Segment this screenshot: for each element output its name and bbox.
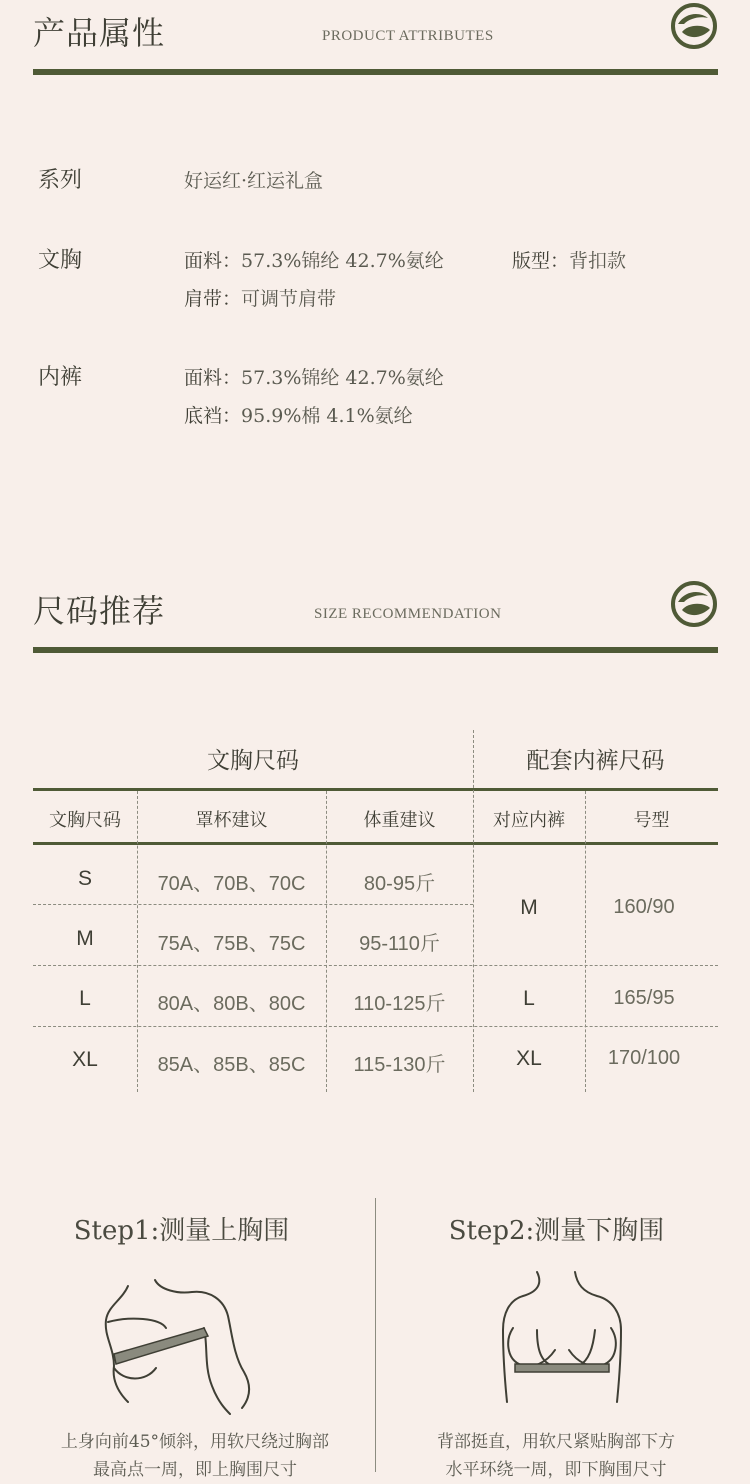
bra-strap-value: 可调节肩带 <box>241 288 337 310</box>
step2-line1: 背部挺直，用软尺紧贴胸部下方 <box>437 1432 675 1452</box>
row-size: S <box>77 867 92 890</box>
brief-size: L <box>523 987 535 1010</box>
attributes-divider <box>33 69 718 75</box>
step1-line1: 上身向前45°倾斜，用软尺绕过胸部 <box>60 1432 330 1452</box>
col-header-cup: 罩杯建议 <box>195 810 268 831</box>
step1-line2: 最高点一周，即上胸围尺寸 <box>93 1460 297 1480</box>
col-header-weight: 体重建议 <box>363 810 436 831</box>
bra-style <box>512 246 626 273</box>
bra-fabric-key: 面料： <box>184 250 242 272</box>
step2-title: Step2:测量下胸围 <box>448 1216 665 1246</box>
brief-size: XL <box>516 1047 542 1070</box>
step1-title: Step1:测量上胸围 <box>73 1216 290 1246</box>
brief-label: 内裤 <box>38 365 83 390</box>
table-header-rule <box>33 842 718 845</box>
brief-fabric-key: 面料： <box>184 367 242 389</box>
brand-leaf-icon <box>670 2 718 50</box>
bra-label: 文胸 <box>38 248 83 273</box>
brief-crotch-value: 95.9%棉 4.1%氨纶 <box>241 405 413 427</box>
step2-line2: 水平环绕一周，即下胸围尺寸 <box>445 1460 667 1480</box>
bra-fabric <box>184 246 444 273</box>
bra-style-value: 背扣款 <box>569 250 627 272</box>
row-cup: 70A、70B、70C <box>157 873 306 895</box>
brand-leaf-icon <box>670 580 718 628</box>
brief-crotch-key: 底裆： <box>184 405 242 427</box>
step1-description <box>0 1428 390 1484</box>
row-size: XL <box>72 1048 98 1071</box>
row-size: L <box>79 987 91 1010</box>
step2-description <box>362 1428 750 1484</box>
group-bra-header: 文胸尺码 <box>207 748 299 774</box>
size-divider <box>33 647 718 653</box>
under-bust-illustration <box>497 1270 637 1405</box>
row-separator <box>33 1026 718 1027</box>
upper-bust-illustration <box>100 1276 260 1416</box>
row-cup: 80A、80B、80C <box>157 993 306 1015</box>
brief-code: 160/90 <box>613 896 675 918</box>
size-subtitle: SIZE RECOMMENDATION <box>314 606 502 622</box>
brief-fabric-value: 57.3%锦纶 42.7%氨纶 <box>241 367 444 389</box>
bra-strap <box>184 284 336 311</box>
row-weight: 80-95斤 <box>363 873 436 895</box>
brief-fabric <box>184 363 444 390</box>
series-value: 好运红·红运礼盒 <box>184 170 324 192</box>
row-cup: 85A、85B、85C <box>157 1054 306 1076</box>
row-weight: 115-130斤 <box>353 1054 446 1076</box>
col-header-brief: 对应内裤 <box>493 810 565 831</box>
group-brief-header: 配套内裤尺码 <box>526 748 665 774</box>
brief-code: 165/95 <box>613 987 675 1009</box>
brief-crotch <box>184 401 413 428</box>
bra-strap-key: 肩带： <box>184 288 242 310</box>
row-separator <box>33 904 473 905</box>
size-title: 尺码推荐 <box>33 592 166 630</box>
col-header-size: 文胸尺码 <box>49 810 121 831</box>
bra-style-key: 版型： <box>512 250 570 272</box>
row-weight: 95-110斤 <box>359 933 440 955</box>
col-header-code: 号型 <box>633 810 670 831</box>
row-cup: 75A、75B、75C <box>157 933 306 955</box>
row-separator <box>33 965 718 966</box>
table-top-rule <box>33 788 718 791</box>
attributes-title: 产品属性 <box>33 14 166 52</box>
row-weight: 110-125斤 <box>353 993 446 1015</box>
brief-code: 170/100 <box>607 1047 681 1069</box>
bra-fabric-value: 57.3%锦纶 42.7%氨纶 <box>241 250 444 272</box>
series-label: 系列 <box>38 168 83 193</box>
row-size: M <box>76 927 94 950</box>
attributes-subtitle: PRODUCT ATTRIBUTES <box>322 28 494 44</box>
brief-size: M <box>520 896 538 919</box>
